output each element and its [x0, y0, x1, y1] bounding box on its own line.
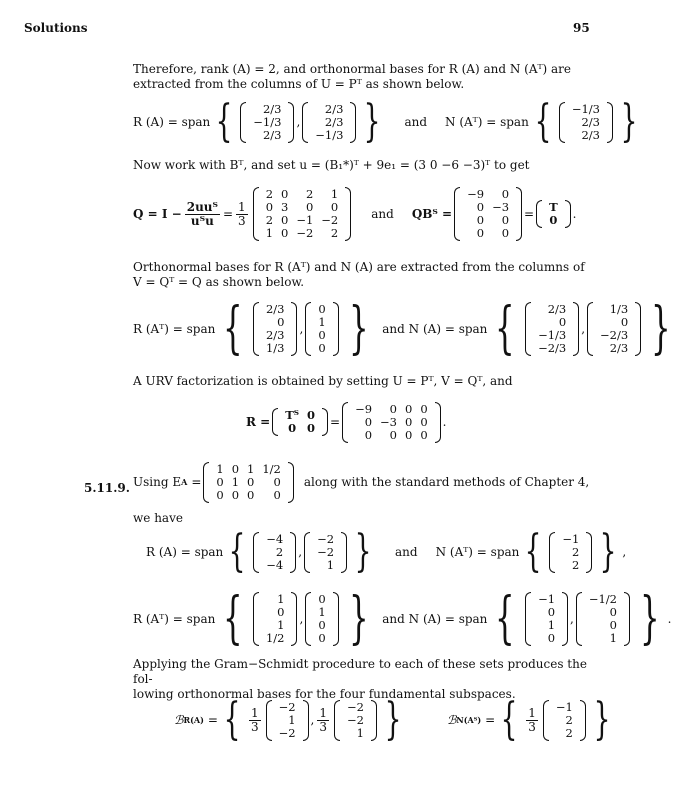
eq1-vector-1 — [240, 102, 294, 143]
matrix-cell: −1/3 — [571, 101, 600, 116]
eq2-T0-block — [536, 200, 571, 228]
matrix-cell: −2 — [296, 226, 314, 240]
matrix-cell: 0 — [277, 315, 285, 329]
matrix-cell: 1/3 — [609, 302, 629, 316]
matrix-cell: 0 — [420, 427, 428, 442]
matrix-cell: 2/3 — [265, 302, 285, 316]
matrix-cell: 1 — [277, 592, 285, 606]
matrix-cell: 0 — [281, 187, 289, 201]
matrix-cell: −2 — [278, 699, 296, 714]
matrix-entries — [262, 303, 289, 355]
eq3-vector-1 — [253, 302, 298, 356]
matrix-cell: 1 — [288, 712, 296, 727]
matrix-cell: 2/3 — [581, 114, 600, 129]
matrix-cell: 2 — [572, 557, 580, 572]
matrix-cell: 1 — [609, 631, 617, 645]
matrix-cell: 1 — [216, 461, 224, 476]
equation-orthonormal: ℬ R(A) = { $\frac{1}{3}$ −2 1 −2 , $\frac{1}{3}$ −2 −2 1 } ℬ N(Aᵀ) = { $\frac{1}{3}$ −1 2 2 } — [174, 694, 611, 745]
matrix-cell: 0 — [501, 187, 510, 201]
matrix-entries — [343, 701, 368, 740]
matrix-cell: −2 — [321, 213, 339, 227]
matrix-entries — [552, 701, 577, 740]
equation-eq5: R (A) = span { −4 2 −4 , −2 −2 1 } and N (Aᵀ) = span { −1 2 2 } , — [146, 526, 627, 577]
matrix-cell: 0 — [389, 427, 397, 442]
eq1-rhs-lhs: N (Aᵀ) = span — [445, 114, 529, 129]
matrix-cell: 1 — [247, 461, 255, 476]
eq4-block — [272, 408, 328, 436]
matrix-cell: −1/3 — [315, 127, 344, 142]
paragraph-3 — [133, 260, 588, 290]
eq1-lhs: R (A) = span — [133, 114, 211, 129]
matrix-cell: 3 — [281, 200, 289, 214]
matrix-cell: 2 — [265, 213, 274, 227]
eq3-vector-4 — [587, 302, 641, 356]
matrix-cell: −2 — [347, 712, 364, 727]
matrix-cell: T — [549, 200, 558, 214]
paragraph-5-line-1: Applying the Gram−Schmidt procedure to each of these sets produces the fol- — [133, 657, 587, 686]
matrix-cell: −1/3 — [253, 114, 282, 129]
paragraph-2: Now work with Bᵀ, and set u = (B₁*)ᵀ + 9e₁ = (3 0 −6 −3)ᵀ to get — [133, 158, 530, 172]
matrix-cell: 0 — [265, 200, 274, 214]
matrix-entries — [262, 593, 289, 645]
matrix-cell: 0 — [288, 421, 297, 435]
matrix-cell: 0 — [547, 605, 556, 619]
matrix-entries — [275, 701, 300, 740]
matrix-cell: 2 — [330, 226, 339, 240]
eq6-vector-1 — [253, 592, 298, 646]
matrix-entries — [314, 303, 329, 355]
eq1-vector-2 — [302, 102, 356, 143]
matrix-cell: 2/3 — [609, 341, 629, 355]
paragraph-3-line-1: Orthonormal bases for R (Aᵀ) and N (A) are extracted from the columns of — [133, 260, 585, 274]
equation-householder: Q = I − $\frac{\text{2uuᵀ}}{\text{uᵀu}}$ = $\frac{1}{3}$ 2 0 2 1 0 3 0 0 2 0 −1 −2 1 0 −2 2 and QBᵀ = −9 0 0 −3 0 0 0 0 = T 0 . — [133, 187, 577, 240]
matrix-cell: 0 — [273, 487, 281, 502]
matrix-entries — [534, 593, 559, 645]
matrix-cell: 0 — [305, 200, 314, 214]
matrix-cell: 2 — [305, 187, 314, 201]
matrix-cell: 1 — [318, 315, 326, 329]
matrix-cell: −1 — [555, 699, 573, 714]
matrix-cell: 1 — [547, 618, 556, 632]
matrix-cell: −1/2 — [588, 592, 617, 606]
matrix-cell: 0 — [307, 408, 316, 422]
eq2-Q-matrix — [253, 187, 352, 241]
matrix-cell: −4 — [266, 557, 284, 572]
matrix-cell: 0 — [609, 605, 617, 619]
matrix-cell: −3 — [492, 200, 510, 214]
matrix-cell: 0 — [318, 341, 326, 355]
matrix-cell: 0 — [549, 213, 558, 227]
eq3-vector-2 — [305, 302, 338, 356]
matrix-cell: 0 — [547, 631, 556, 645]
matrix-cell: 1 — [318, 605, 326, 619]
matrix-cell: 2/3 — [547, 302, 567, 316]
right-brace: } — [364, 96, 381, 147]
matrix-cell: 0 — [405, 414, 413, 429]
matrix-cell: 0 — [476, 213, 485, 227]
matrix-cell: 0 — [318, 328, 326, 342]
matrix-cell: 0 — [281, 213, 289, 227]
paragraph-1-line-2: extracted from the columns of U = Pᵀ as shown below. — [133, 77, 465, 91]
matrix-cell: 2 — [572, 544, 580, 559]
eq5-vector-2 — [304, 532, 347, 573]
matrix-cell: −2 — [347, 699, 364, 714]
equation-row-space-bases: R (Aᵀ) = span { 2/3 0 2/3 1/3 , 0 1 0 0 } and N (A) = span { 2/3 0 −1/3 −2/3 , 1/3 0 −2/3 2/3 } — [133, 296, 671, 361]
matrix-cell: 0 — [405, 401, 413, 416]
matrix-cell: 0 — [501, 226, 510, 240]
matrix-cell: 2 — [565, 712, 573, 727]
matrix-cell: 0 — [420, 401, 428, 416]
matrix-cell: 1 — [356, 725, 364, 740]
matrix-cell: 2/3 — [262, 101, 282, 116]
matrix-cell: 2/3 — [324, 114, 344, 129]
problem-label: 5.11.9. — [84, 481, 130, 495]
problem-statement: Using E A = 1 0 1 1/2 0 1 0 0 0 0 0 0 along with the standard methods of Chapter 4, — [133, 461, 590, 502]
matrix-cell: 1 — [326, 557, 335, 572]
matrix-cell: 0 — [231, 487, 240, 502]
equation-R: R = Tᵀ 0 0 0 = −9 0 0 0 0 −3 0 0 0 0 0 0 . — [246, 401, 447, 442]
matrix-cell: 0 — [247, 487, 255, 502]
matrix-cell: 0 — [476, 200, 485, 214]
matrix-cell: 0 — [318, 631, 326, 645]
matrix-cell: 2 — [565, 725, 573, 740]
matrix-entries — [212, 463, 285, 502]
eq7-vector-3 — [543, 700, 586, 741]
matrix-cell: 2/3 — [262, 127, 282, 142]
matrix-cell: −9 — [467, 187, 485, 201]
matrix-cell: 0 — [318, 618, 326, 632]
matrix-entries — [311, 103, 347, 142]
matrix-entries — [534, 303, 570, 355]
matrix-cell: 0 — [558, 315, 567, 329]
matrix-entries — [568, 103, 604, 142]
paragraph-4: A URV factorization is obtained by setting U = Pᵀ, V = Qᵀ, and — [133, 374, 513, 388]
matrix-cell: −4 — [266, 531, 284, 546]
matrix-entries — [281, 409, 319, 435]
matrix-cell: 2 — [265, 187, 274, 201]
matrix-cell: Tᵀ — [285, 408, 300, 422]
matrix-cell: 0 — [330, 200, 339, 214]
matrix-cell: −2 — [317, 531, 335, 546]
eq2-scalar: $\frac{1}{3}$ — [238, 199, 246, 228]
eq7-vector-2 — [334, 700, 377, 741]
matrix-entries — [313, 533, 338, 572]
matrix-cell: −2 — [278, 725, 296, 740]
matrix-entries — [351, 403, 432, 442]
matrix-cell: 0 — [405, 427, 413, 442]
paragraph-1-line-1: Therefore, rank (A) = 2, and orthonormal bases for R (A) and N (Aᵀ) are — [133, 62, 572, 76]
matrix-cell: 0 — [364, 414, 373, 429]
matrix-cell: 1/2 — [265, 631, 285, 645]
matrix-cell: 0 — [609, 618, 617, 632]
matrix-cell: 0 — [231, 461, 240, 476]
matrix-cell: −1 — [562, 531, 580, 546]
eq2-QBT: QBᵀ = — [411, 206, 453, 221]
matrix-entries — [262, 533, 287, 572]
matrix-cell: 0 — [389, 401, 397, 416]
matrix-cell: 0 — [318, 302, 326, 316]
matrix-cell: 0 — [476, 226, 485, 240]
eq2-fraction: $\frac{\text{2uuᵀ}}{\text{uᵀu}}$ — [186, 199, 218, 228]
matrix-cell: 2/3 — [324, 101, 344, 116]
matrix-cell: 1 — [265, 226, 274, 240]
matrix-entries — [249, 103, 285, 142]
matrix-cell: 0 — [501, 213, 510, 227]
matrix-cell: 1 — [277, 618, 285, 632]
matrix-cell: 0 — [318, 592, 326, 606]
matrix-cell: 0 — [277, 605, 285, 619]
matrix-cell: 0 — [281, 226, 289, 240]
matrix-cell: 1 — [330, 187, 339, 201]
matrix-cell: 2/3 — [581, 127, 600, 142]
matrix-cell: −1 — [538, 592, 556, 606]
matrix-cell: −9 — [355, 401, 373, 416]
paragraph-1 — [133, 62, 588, 92]
eq7-vector-1 — [266, 700, 309, 741]
matrix-entries — [463, 188, 513, 240]
equation-eq6: R (Aᵀ) = span { 1 0 1 1/2 , 0 1 0 0 } and N (A) = span { −1 0 1 0 , −1/2 0 0 1 } . — [133, 586, 672, 651]
matrix-cell: 1/2 — [262, 461, 281, 476]
matrix-cell: 0 — [216, 487, 224, 502]
matrix-cell: 2/3 — [265, 328, 285, 342]
matrix-cell: 0 — [247, 474, 255, 489]
matrix-cell: −1/3 — [538, 328, 567, 342]
eq2-lhs: Q = I − — [133, 206, 182, 221]
matrix-entries — [596, 303, 632, 355]
matrix-cell: −2/3 — [538, 341, 567, 355]
matrix-cell: 0 — [307, 421, 316, 435]
matrix-cell: 1 — [231, 474, 240, 489]
EA-matrix — [203, 462, 294, 503]
eq6-vector-4 — [576, 592, 630, 646]
matrix-cell: −2/3 — [600, 328, 629, 342]
equation-range-bases: R (A) = span { 2/3 −1/3 2/3 , 2/3 2/3 −1/3 } and N (Aᵀ) = span { −1/3 2/3 2/3 } — [133, 96, 638, 147]
matrix-cell: 1/3 — [265, 341, 285, 355]
matrix-cell: 0 — [620, 315, 629, 329]
eq5-vector-3 — [549, 532, 592, 573]
matrix-entries — [545, 201, 562, 227]
matrix-entries — [585, 593, 621, 645]
left-brace: { — [215, 96, 233, 147]
matrix-cell: 0 — [364, 427, 373, 442]
matrix-entries — [262, 188, 343, 240]
matrix-cell: 0 — [216, 474, 224, 489]
matrix-cell: −2 — [317, 544, 335, 559]
matrix-cell: −3 — [380, 414, 397, 429]
eq3-vector-3 — [525, 302, 579, 356]
we-have: we have — [133, 511, 183, 525]
running-head: Solutions — [24, 21, 88, 35]
paragraph-3-line-2: V = Qᵀ = Q as shown below. — [133, 275, 305, 289]
eq6-vector-2 — [305, 592, 338, 646]
matrix-cell: −1 — [296, 213, 314, 227]
paragraph-5-line-2: lowing orthonormal bases for the four fundamental subspaces. — [133, 687, 516, 701]
matrix-entries — [314, 593, 329, 645]
matrix-entries — [558, 533, 583, 572]
matrix-cell: 2 — [275, 544, 284, 559]
eq2-QBT-matrix — [454, 187, 522, 241]
matrix-cell: 0 — [420, 414, 428, 429]
eq1-vector-3 — [559, 102, 613, 143]
eq5-vector-1 — [253, 532, 296, 573]
eq1-and: and — [404, 114, 428, 129]
eq6-vector-3 — [525, 592, 568, 646]
page-number: 95 — [573, 21, 590, 35]
eq4-R-matrix — [342, 402, 441, 443]
matrix-cell: 0 — [273, 474, 281, 489]
